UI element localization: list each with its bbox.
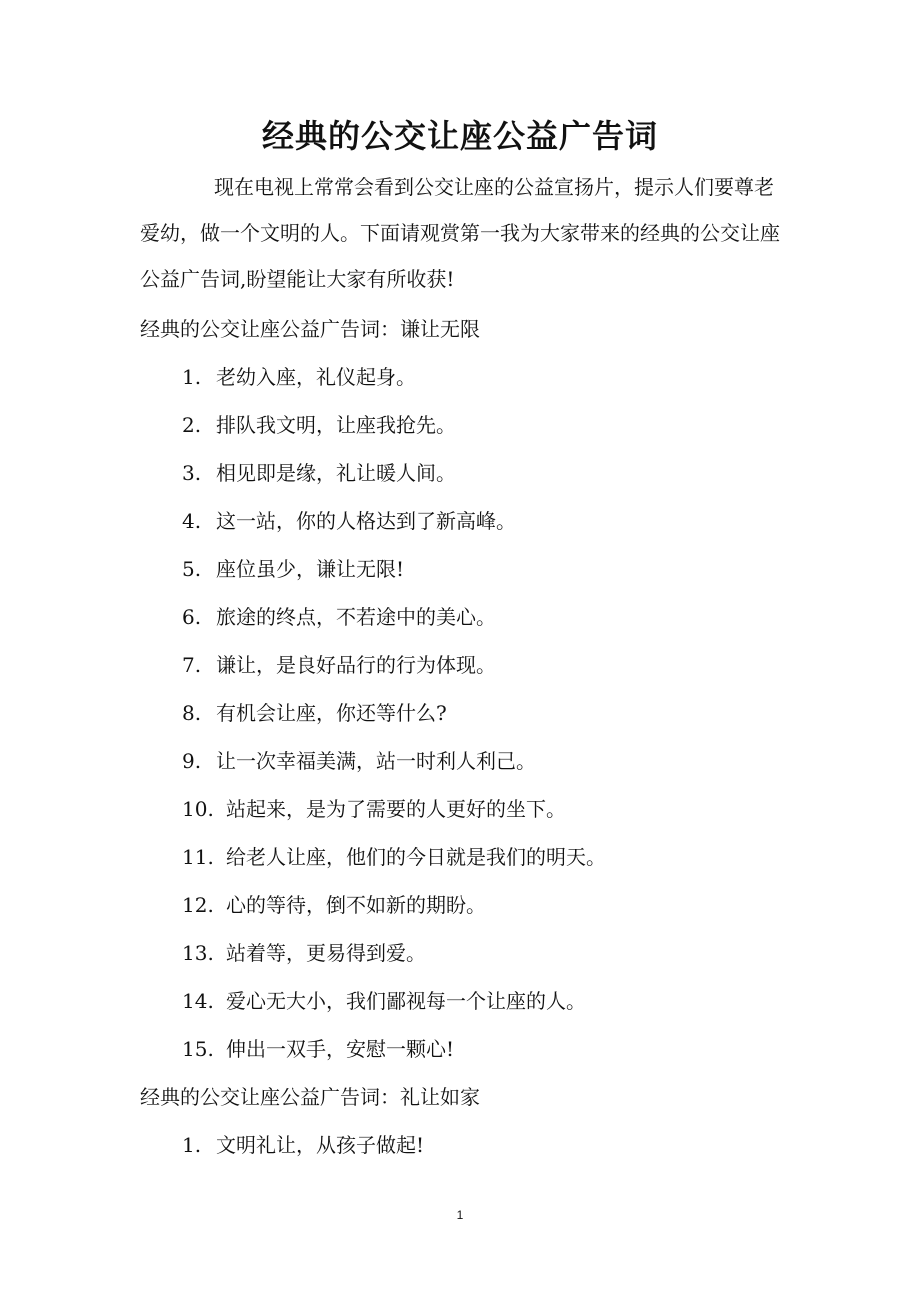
- list-item-text: 站起来，是为了需要的人更好的坐下。: [226, 797, 566, 821]
- list-item-text: 座位虽少，谦让无限!: [216, 557, 405, 581]
- list-item-number: 9.: [182, 749, 202, 773]
- intro-paragraph: 现在电视上常常会看到公交让座的公益宣扬片，提示人们要尊老爱幼，做一个文明的人。下面请观赏第一我为大家带来的经典的公交让座公益广告词,盼望能让大家有所收获!: [140, 175, 780, 291]
- list-item: [182, 458, 456, 488]
- list-item-text: 排队我文明，让座我抢先。: [216, 413, 456, 437]
- list-item-text: 让一次幸福美满，站一时利人利己。: [216, 749, 536, 773]
- list-item-number: 2.: [182, 413, 202, 437]
- list-item-text: 爱心无大小，我们鄙视每一个让座的人。: [226, 989, 586, 1013]
- list-item: [182, 362, 416, 392]
- list-item-text: 有机会让座，你还等什么?: [216, 701, 447, 725]
- list-item-number: 8.: [182, 701, 202, 725]
- list-item: [182, 602, 496, 632]
- list-item-text: 旅途的终点，不若途中的美心。: [216, 605, 496, 629]
- section-heading: 经典的公交让座公益广告词：礼让如家: [140, 1085, 480, 1109]
- list-item: [182, 938, 426, 968]
- list-item-text: 站着等，更易得到爱。: [226, 941, 426, 965]
- list-item-number: 4.: [182, 509, 202, 533]
- list-item: [182, 842, 606, 872]
- list-item-number: 12.: [182, 893, 214, 917]
- list-item-number: 14.: [182, 989, 214, 1013]
- list-item: [182, 698, 447, 728]
- list-item: [182, 1130, 424, 1160]
- list-item: [182, 1034, 454, 1064]
- document-title: 经典的公交让座公益广告词: [261, 117, 658, 155]
- list-item-text: 老幼入座，礼仪起身。: [216, 365, 416, 389]
- list-item-number: 6.: [182, 605, 202, 629]
- list-item-text: 相见即是缘，礼让暖人间。: [216, 461, 456, 485]
- list-item-text: 伸出一双手，安慰一颗心!: [226, 1037, 455, 1061]
- list-item-number: 15.: [182, 1037, 214, 1061]
- list-item-number: 1.: [182, 365, 202, 389]
- list-item: [182, 890, 486, 920]
- list-item-number: 5.: [182, 557, 202, 581]
- list-item-text: 这一站，你的人格达到了新高峰。: [216, 509, 516, 533]
- list-item-number: 3.: [182, 461, 202, 485]
- list-item: [182, 554, 404, 584]
- list-item-number: 11.: [182, 845, 214, 869]
- list-item-text: 谦让，是良好品行的行为体现。: [216, 653, 496, 677]
- list-item: [182, 410, 456, 440]
- list-item: [182, 506, 516, 536]
- list-item-text: 心的等待，倒不如新的期盼。: [226, 893, 486, 917]
- page-number: 1: [456, 1208, 464, 1222]
- list-item-text: 文明礼让，从孩子做起!: [216, 1133, 425, 1157]
- list-item-number: 13.: [182, 941, 214, 965]
- list-item-number: 1.: [182, 1133, 202, 1157]
- list-item-number: 7.: [182, 653, 202, 677]
- section-heading: 经典的公交让座公益广告词：谦让无限: [140, 317, 480, 341]
- list-item: [182, 794, 566, 824]
- list-item-text: 给老人让座，他们的今日就是我们的明天。: [226, 845, 606, 869]
- list-item: [182, 650, 496, 680]
- list-item: [182, 986, 586, 1016]
- list-item: [182, 746, 536, 776]
- list-item-number: 10.: [182, 797, 214, 821]
